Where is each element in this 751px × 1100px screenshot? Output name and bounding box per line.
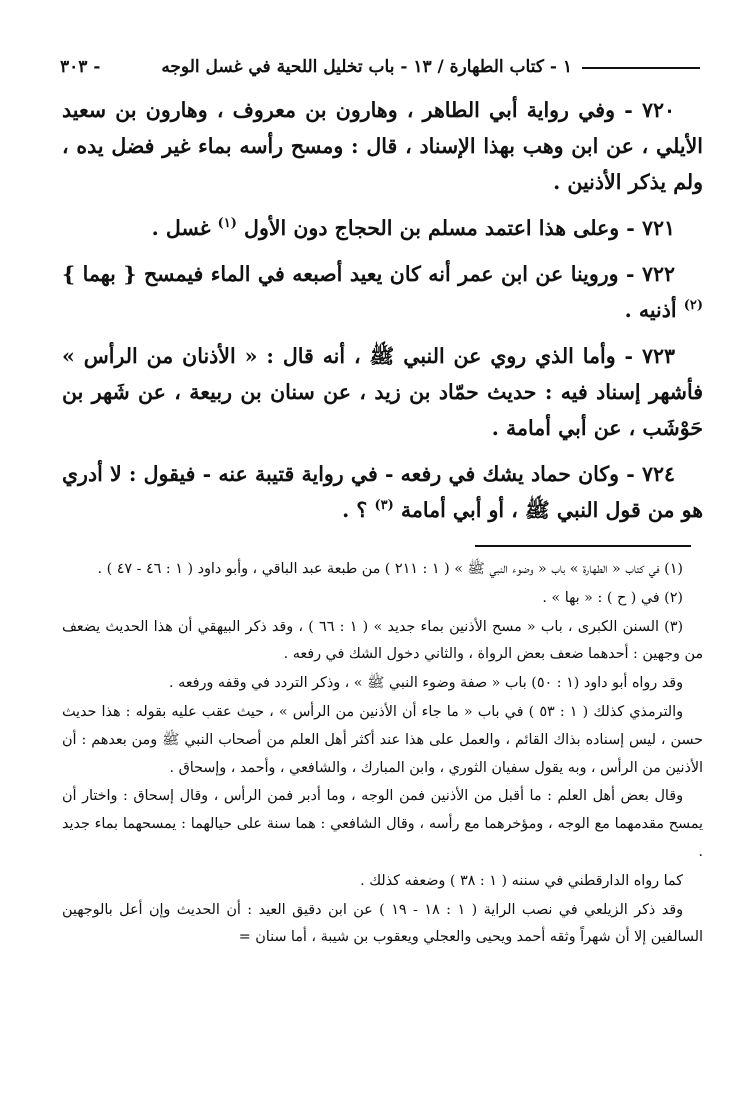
chapter-title: ١ - كتاب الطهارة / ١٣ - باب تخليل اللحية في غسل الوجه	[161, 57, 572, 77]
footnote-3-daraqutni: كما رواه الدارقطني في سننه ( ١ : ٣٨ ) وضعفه كذلك .	[360, 872, 683, 889]
footnote-3-tirmidhi: والترمذي كذلك ( ١ : ٥٣ ) في باب « ما جاء أن الأذنين من الرأس » ، حيث عقب عليه بقوله : هذا حديث حسن ، ليس إسناده بذاك القائم ، والعمل على هذا عند أكثر أهل العلم من أصحاب النبي ﷺ ومن بعدهم : أن الأذنين من الرأس ، وبه يقول سفيان الثوري ، وابن المبارك ، والشافعي ، وأحمد ، وإسحاق .	[62, 703, 703, 776]
footnote-ref-3[interactable]: (٣)	[374, 498, 394, 513]
paragraph-722-end: أذنيه .	[624, 298, 677, 322]
footnotes	[62, 556, 703, 953]
paragraph-722-text: ٧٢٢ - وروينا عن ابن عمر أنه كان يعيد أصبعه في الماء فيمسح { بهما }	[62, 262, 675, 286]
paragraph-720	[62, 92, 703, 200]
footnote-ref-1[interactable]: (١)	[217, 216, 237, 231]
running-header	[60, 52, 700, 82]
paragraph-724-end: ؟ .	[342, 498, 368, 522]
paragraph-723	[62, 338, 703, 446]
footnote-3: (٣) السنن الكبرى ، باب « مسح الأذنين بماء جديد » ( ١ : ٦٦ ) ، وقد ذكر البيهقي أن هذا الحديث يضعف من وجهين : أحدهما ضعف بعض الرواة ، والثاني دخول الشك في رفعه .	[62, 618, 703, 663]
footnote-1: (١) في كتاب « الطهارة » باب « وضوء النبي ﷺ » ( ١ : ٢١١ ) من طبعة عبد الباقي ، وأبو داود ( ١ : ٤٦ - ٤٧ ) .	[97, 561, 683, 577]
paragraph-722	[62, 256, 703, 328]
paragraph-723-text: ٧٢٣ - وأما الذي روي عن النبي ﷺ ، أنه قال : « الأذنان من الرأس » فأشهر إسناد فيه : حديث حمّاد بن زيد ، عن سنان بن ربيعة ، عن شَهر بن حَوْشَب ، عن أبي أمامة .	[62, 344, 703, 440]
paragraph-721	[62, 210, 703, 246]
footnote-3-abu-dawud: وقد رواه أبو داود (١ : ٥٠) باب « صفة وضوء النبي ﷺ » ، وذكر التردد في وقفه ورفعه .	[169, 675, 683, 692]
paragraph-721-text: ٧٢١ - وعلى هذا اعتمد مسلم بن الحجاج دون الأول	[244, 216, 675, 240]
footnote-3-scholars: وقال بعض أهل العلم : ما أقبل من الأذنين فمن الوجه ، وما أدبر فمن الرأس ، وقال إسحاق : واختار أن يمسح مقدمهما مع الوجه ، ومؤخرهما مع رأسه ، وقال الشافعي : هما سنة على حيالهما : يمسحهما بماء جديد .	[62, 788, 703, 860]
header-rule	[582, 67, 700, 69]
paragraph-724-text: ٧٢٤ - وكان حماد يشك في رفعه - في رواية قتيبة عنه - فيقول : لا أدري هو من قول النبي ﷺ ، أو أبي أمامة	[62, 462, 703, 522]
paragraph-721-end: غسل .	[151, 216, 211, 240]
footnote-3-zaylai: وقد ذكر الزيلعي في نصب الراية ( ١ : ١٨ - ١٩ ) عن ابن دقيق العيد : أن الحديث وإن أعل بالوجهين السالفين إلا أن شهراً وثقه أحمد ويحيى والعجلي ويعقوب بن شيبة ، أما سنان =	[62, 901, 703, 946]
paragraph-720-text: ٧٢٠ - وفي رواية أبي الطاهر ، وهارون بن معروف ، وهارون بن سعيد الأيلي ، عن ابن وهب بهذا الإسناد ، قال : ومسح رأسه بماء غير فضل يده ، ولم يذكر الأذنين .	[62, 98, 703, 194]
page-number: - ٣٠٣	[60, 57, 101, 77]
footnote-separator	[475, 545, 691, 547]
footnote-ref-2[interactable]: (٢)	[683, 298, 703, 313]
paragraph-724	[62, 456, 703, 528]
footnote-2: (٢) في ( ح ) : « بها » .	[542, 589, 683, 606]
main-text	[62, 92, 703, 538]
